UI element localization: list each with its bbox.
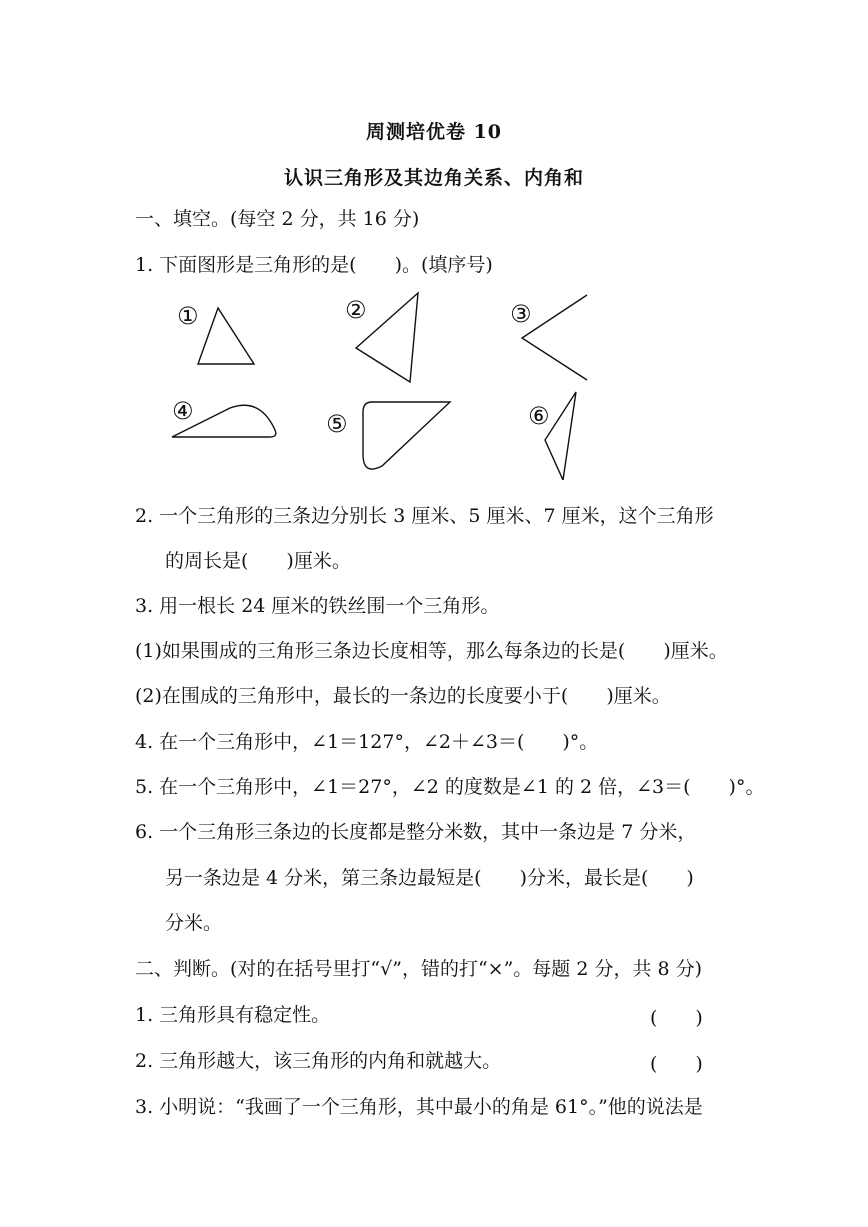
question-6-line-3: 分米。 (165, 912, 223, 934)
section2-heading: 二、判断。(对的在括号里打“√”，错的打“×”。每题 2 分，共 8 分) (135, 958, 703, 980)
figure-label-5: ⑤ (326, 410, 348, 438)
question-1: 1. 下面图形是三角形的是( )。(填序号) (135, 254, 493, 276)
page-title: 周测培优卷 10 (365, 121, 503, 143)
question-5: 5. 在一个三角形中，∠1＝27°，∠2 的度数是∠1 的 2 倍，∠3＝( )°。 (135, 776, 765, 798)
judge-1: 1. 三角形具有稳定性。 (135, 1004, 331, 1026)
question-2-line-2: 的周长是( )厘米。 (165, 550, 351, 572)
section1-heading: 一、填空。(每空 2 分，共 16 分) (135, 208, 420, 230)
figure-label-2: ② (345, 296, 367, 324)
question-2-line-1: 2. 一个三角形的三条边分别长 3 厘米、5 厘米、7 厘米，这个三角形 (135, 505, 714, 527)
figure-label-6: ⑥ (528, 402, 550, 430)
judge-2: 2. 三角形越大，该三角形的内角和就越大。 (135, 1050, 502, 1072)
figure-1-triangle (198, 308, 254, 364)
question-3-part-2: (2)在围成的三角形中，最长的一条边的长度要小于( )厘米。 (135, 685, 671, 707)
question-3-part-1: (1)如果围成的三角形三条边长度相等，那么每条边的长是( )厘米。 (135, 640, 728, 662)
figure-3-open-shape (522, 295, 587, 380)
figure-6-triangle (545, 392, 576, 480)
judge-3: 3. 小明说：“我画了一个三角形，其中最小的角是 61°。”他的说法是 (135, 1096, 703, 1118)
judge-2-answer-bracket[interactable]: ( ) (650, 1053, 703, 1075)
figure-label-3: ③ (510, 300, 532, 328)
figure-5-rounded-shape (363, 402, 450, 469)
question-4: 4. 在一个三角形中，∠1＝127°，∠2＋∠3＝( )°。 (135, 731, 599, 753)
figure-label-1: ① (177, 302, 199, 330)
question-6-line-1: 6. 一个三角形三条边的长度都是整分米数，其中一条边是 7 分米， (135, 821, 697, 843)
figure-label-4: ④ (172, 397, 194, 425)
question-3: 3. 用一根长 24 厘米的铁丝围一个三角形。 (135, 595, 500, 617)
page-subtitle: 认识三角形及其边角关系、内角和 (283, 167, 584, 189)
shape-figures (160, 290, 630, 480)
question-6-line-2: 另一条边是 4 分米，第三条边最短是( )分米，最长是( ) (165, 867, 694, 889)
judge-1-answer-bracket[interactable]: ( ) (650, 1007, 703, 1029)
